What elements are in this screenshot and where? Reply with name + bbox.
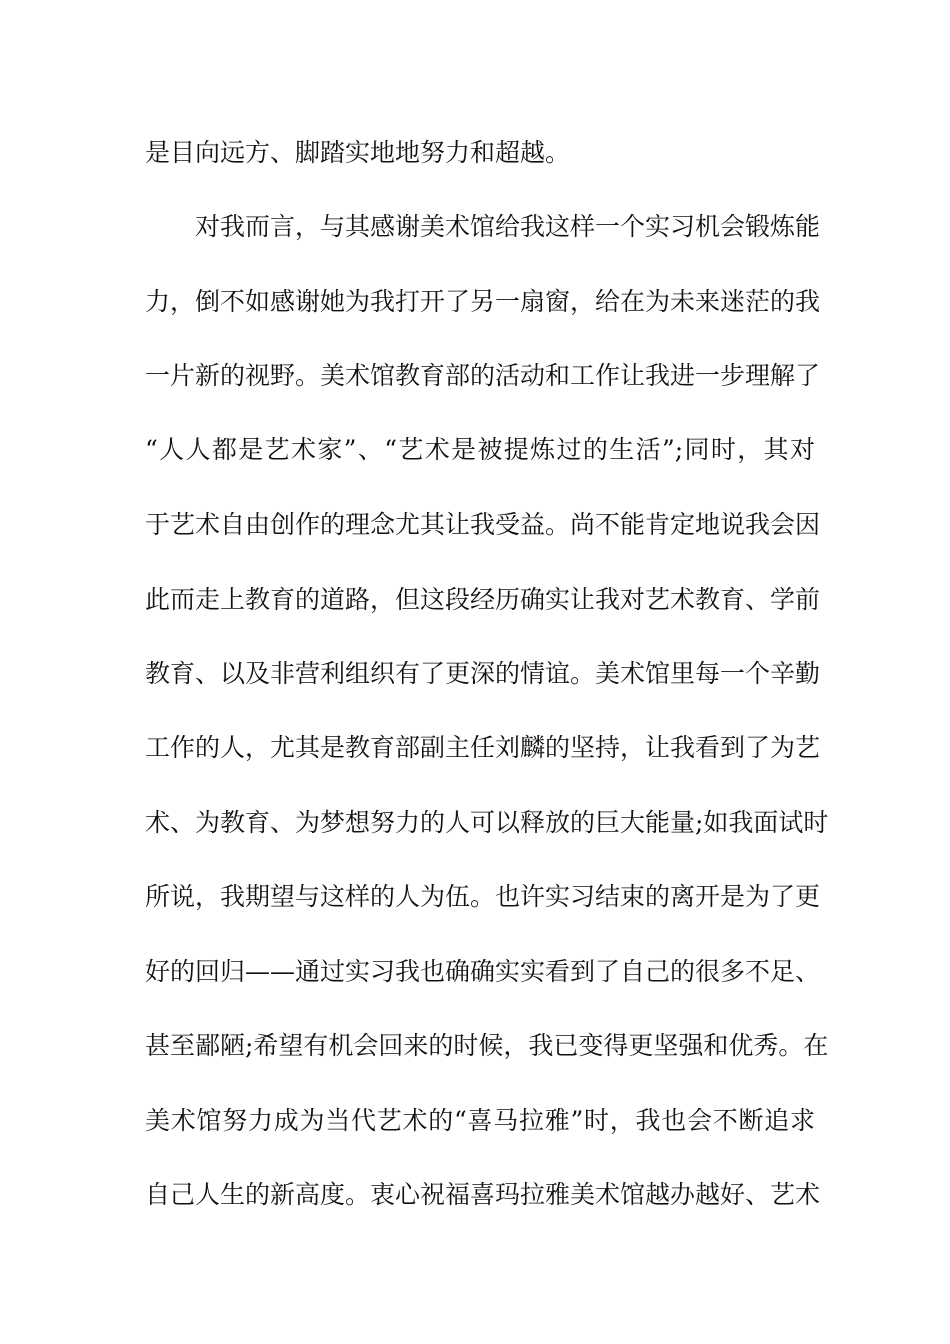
paragraph-line: 美术馆努力成为当代艺术的“喜马拉雅”时，我也会不断追求 [145, 1106, 815, 1135]
paragraph-line: 教育、以及非营利组织有了更深的情谊。美术馆里每一个辛勤 [145, 659, 821, 688]
paragraph-line: 是目向远方、脚踏实地地努力和超越。 [145, 138, 571, 167]
paragraph-line: 力，倒不如感谢她为我打开了另一扇窗，给在为未来迷茫的我 [145, 287, 821, 316]
paragraph-line: 于艺术自由创作的理念尤其让我受益。尚不能肯定地说我会因 [145, 510, 821, 539]
paragraph-line: 自己人生的新高度。衷心祝福喜玛拉雅美术馆越办越好、艺术 [145, 1180, 821, 1209]
paragraph-line: “人人都是艺术家”、“艺术是被提炼过的生活”;同时，其对 [145, 435, 815, 464]
paragraph-line: 甚至鄙陋;希望有机会回来的时候，我已变得更坚强和优秀。在 [145, 1031, 829, 1060]
paragraph-line: 工作的人，尤其是教育部副主任刘麟的坚持，让我看到了为艺 [145, 733, 821, 762]
paragraph-line: 术、为教育、为梦想努力的人可以释放的巨大能量;如我面试时 [145, 808, 829, 837]
paragraph-line: 所说，我期望与这样的人为伍。也许实习结束的离开是为了更 [145, 882, 821, 911]
paragraph-line: 对我而言，与其感谢美术馆给我这样一个实习机会锻炼能 [195, 212, 821, 241]
paragraph-line: 好的回归——通过实习我也确确实实看到了自己的很多不足、 [145, 957, 821, 986]
paragraph-line: 一片新的视野。美术馆教育部的活动和工作让我进一步理解了 [145, 361, 821, 390]
paragraph-line: 此而走上教育的道路，但这段经历确实让我对艺术教育、学前 [145, 585, 821, 614]
